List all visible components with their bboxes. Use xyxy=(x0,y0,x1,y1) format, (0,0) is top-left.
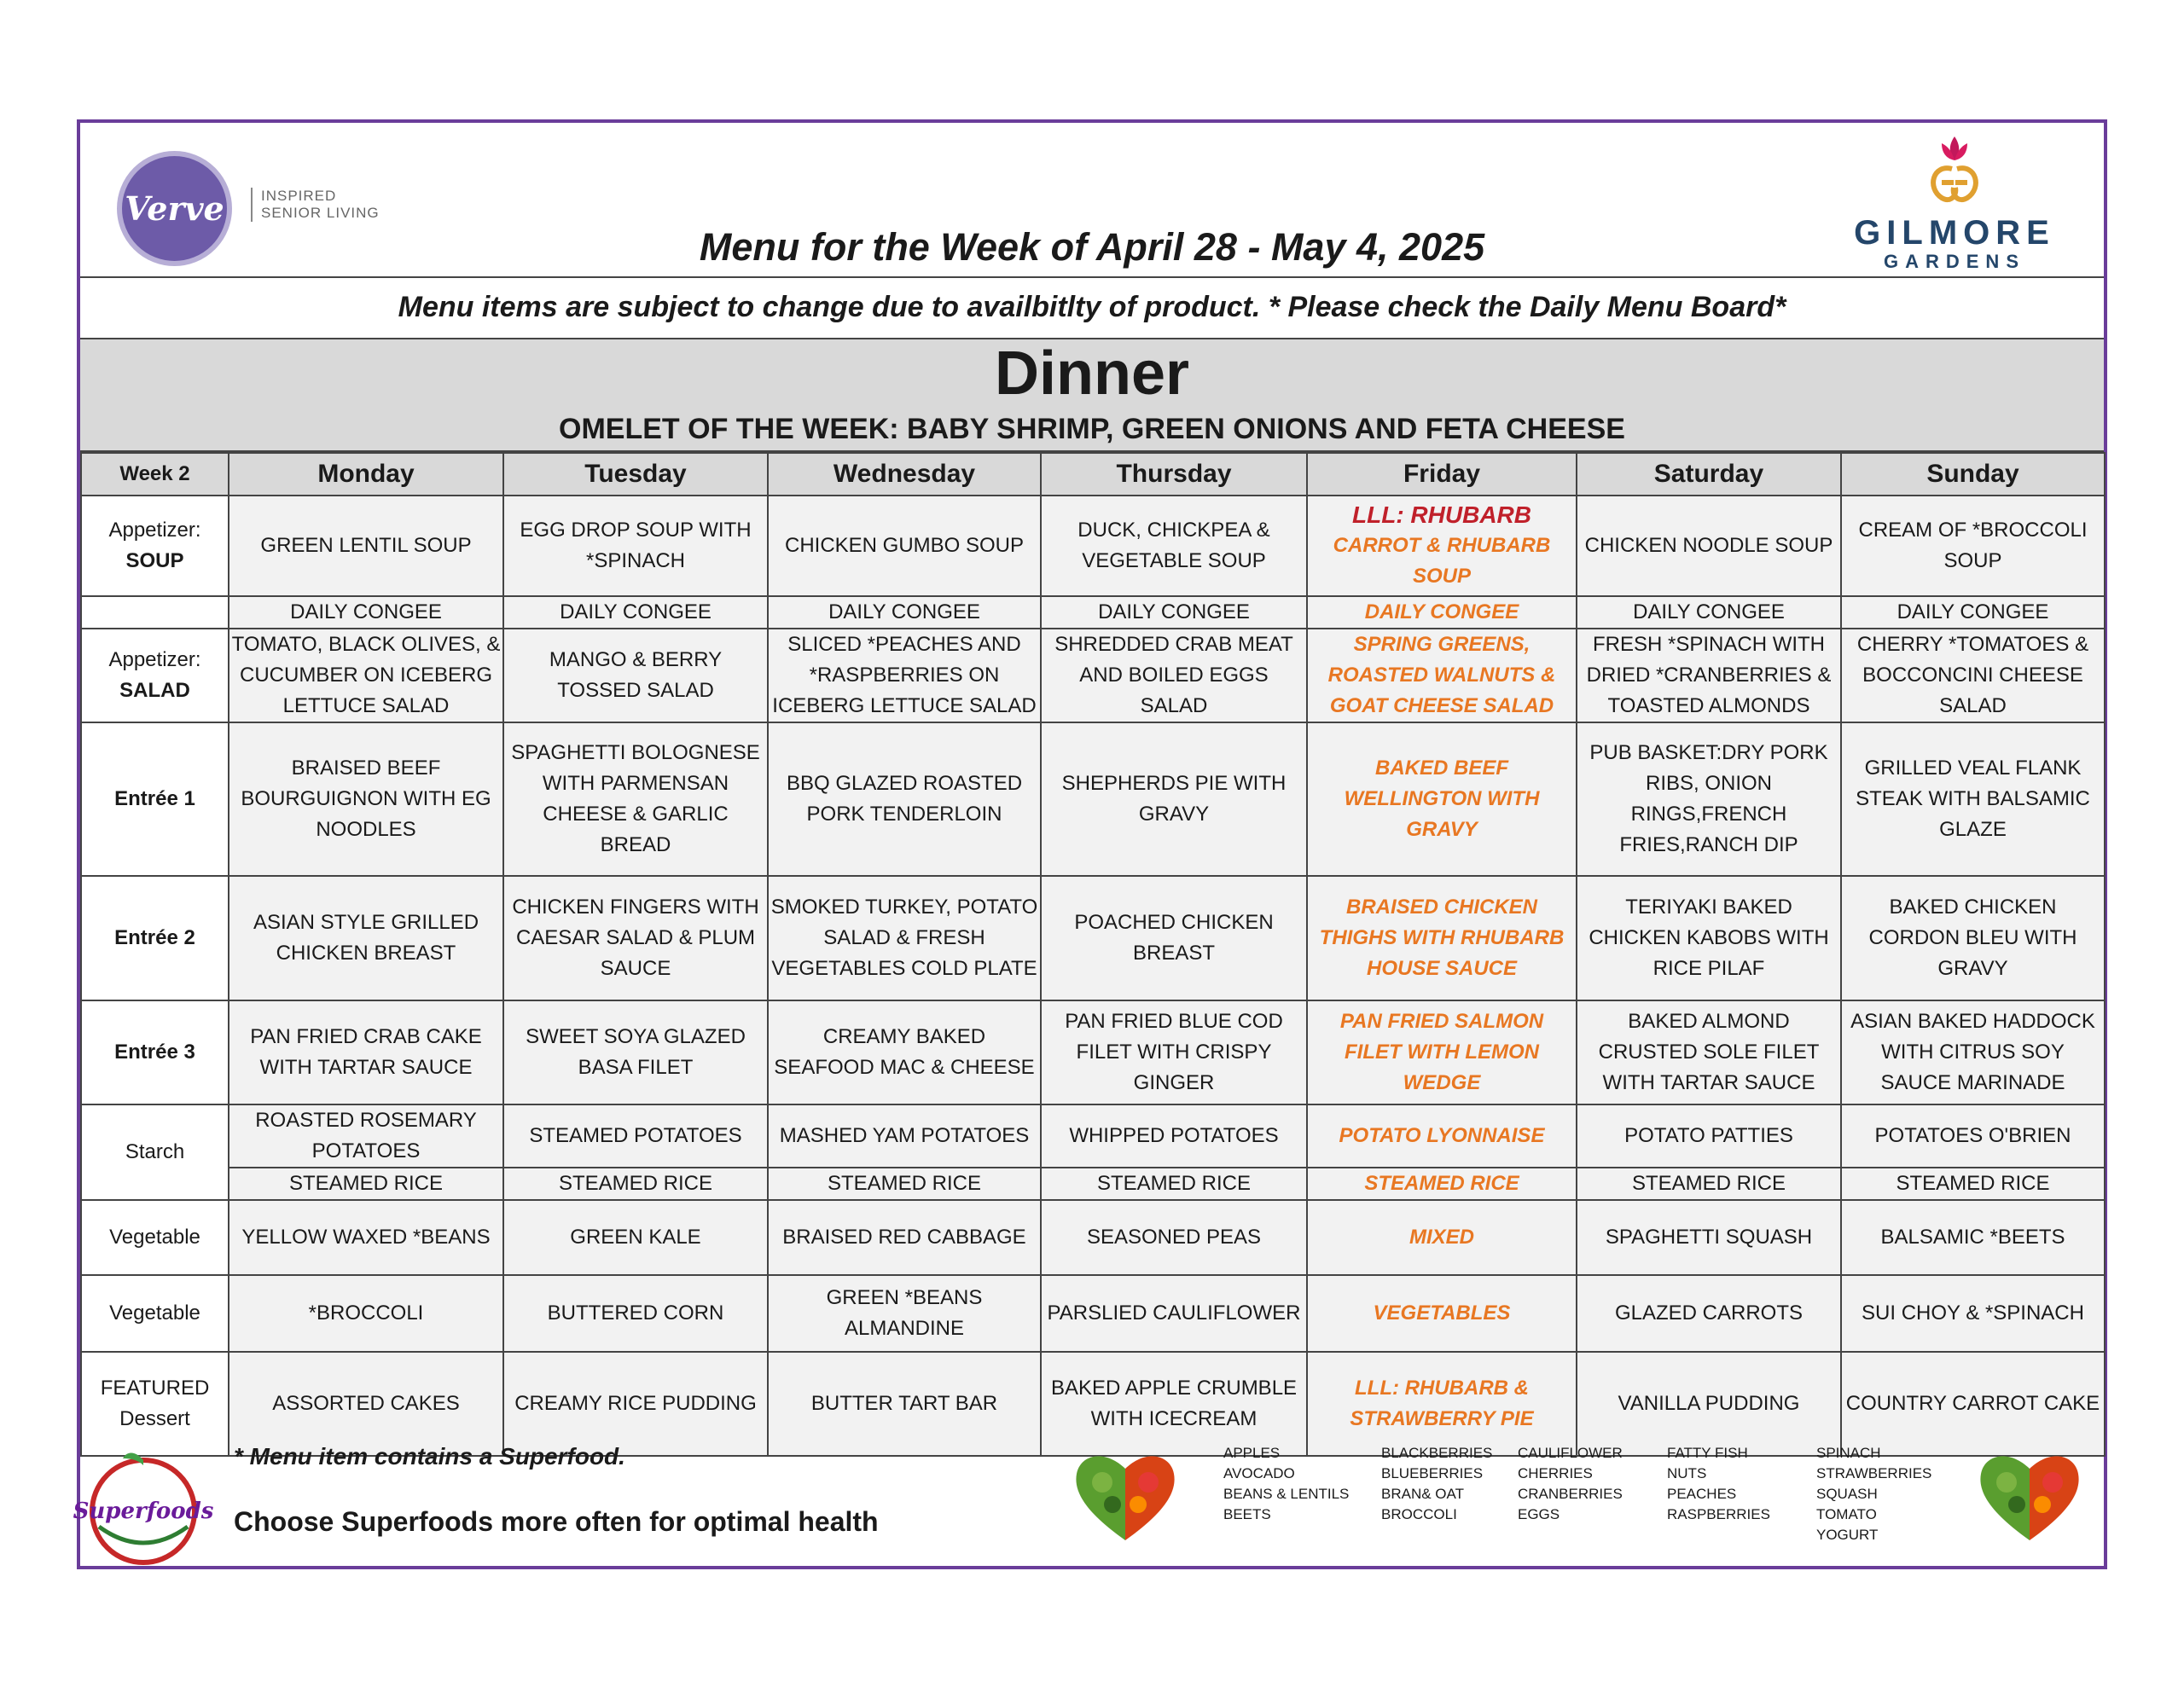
list-item: SQUASH xyxy=(1816,1486,1878,1502)
tagline-line1: INSPIRED xyxy=(261,188,337,204)
superfoods-list-col4 xyxy=(1667,1443,1770,1525)
heart-produce-icon xyxy=(1974,1445,2085,1547)
menu-cell: GRILLED VEAL FLANK STEAK WITH BALSAMIC GLAZE xyxy=(1841,722,2105,876)
menu-cell: STEAMED RICE xyxy=(1577,1168,1841,1200)
menu-cell: TERIYAKI BAKED CHICKEN KABOBS WITH RICE PILAF xyxy=(1577,876,1841,1000)
menu-cell: SPAGHETTI BOLOGNESE WITH PARMENSAN CHEESE & GARLIC BREAD xyxy=(503,722,768,876)
table-header-row xyxy=(81,453,2105,496)
menu-cell: CREAMY RICE PUDDING xyxy=(503,1352,768,1456)
list-item: CRANBERRIES xyxy=(1518,1486,1623,1502)
superfoods-list-col3 xyxy=(1518,1443,1623,1525)
menu-cell: CHICKEN FINGERS WITH CAESAR SALAD & PLUM SAUCE xyxy=(503,876,768,1000)
menu-cell-friday: MIXED xyxy=(1307,1200,1577,1275)
label-line: Appetizer: xyxy=(108,519,201,542)
menu-cell: STEAMED RICE xyxy=(768,1168,1041,1200)
menu-cell: COUNTRY CARROT CAKE xyxy=(1841,1352,2105,1456)
lotus-monogram-icon xyxy=(1908,130,2001,215)
menu-cell: BALSAMIC *BEETS xyxy=(1841,1200,2105,1275)
menu-cell: CHICKEN NOODLE SOUP xyxy=(1577,496,1841,596)
menu-cell: CHERRY *TOMATOES & BOCCONCINI CHEESE SALAD xyxy=(1841,629,2105,722)
menu-cell: GREEN KALE xyxy=(503,1200,768,1275)
list-item: SPINACH xyxy=(1816,1445,1881,1461)
rice-row xyxy=(81,1168,2105,1200)
superfoods-list-col1 xyxy=(1223,1443,1349,1525)
menu-cell-friday: BRAISED CHICKEN THIGHS WITH RHUBARB HOUSE SAUCE xyxy=(1307,876,1577,1000)
menu-cell-friday xyxy=(1307,496,1577,596)
menu-cell: STEAMED RICE xyxy=(1841,1168,2105,1200)
day-header: Sunday xyxy=(1841,453,2105,496)
menu-cell: SLICED *PEACHES AND *RASPBERRIES ON ICEBERG LETTUCE SALAD xyxy=(768,629,1041,722)
menu-cell: ASIAN STYLE GRILLED CHICKEN BREAST xyxy=(229,876,503,1000)
menu-cell: SPAGHETTI SQUASH xyxy=(1577,1200,1841,1275)
entree2-row xyxy=(81,876,2105,1000)
row-label-blank xyxy=(81,596,229,629)
menu-cell: DAILY CONGEE xyxy=(768,596,1041,629)
menu-cell: DAILY CONGEE xyxy=(1841,596,2105,629)
list-item: NUTS xyxy=(1667,1465,1707,1481)
day-header: Monday xyxy=(229,453,503,496)
menu-cell: POTATO PATTIES xyxy=(1577,1104,1841,1168)
friday-soup: CARROT & RHUBARB SOUP xyxy=(1333,534,1551,588)
entree1-row xyxy=(81,722,2105,876)
menu-cell: BUTTER TART BAR xyxy=(768,1352,1041,1456)
menu-cell: SUI CHOY & *SPINACH xyxy=(1841,1275,2105,1352)
heart-produce-icon xyxy=(1070,1445,1181,1547)
menu-cell: PUB BASKET:DRY PORK RIBS, ONION RINGS,FRENCH FRIES,RANCH DIP xyxy=(1577,722,1841,876)
menu-cell: STEAMED RICE xyxy=(229,1168,503,1200)
menu-cell: PARSLIED CAULIFLOWER xyxy=(1041,1275,1307,1352)
label-line: Appetizer: xyxy=(108,648,201,671)
menu-cell: STEAMED RICE xyxy=(1041,1168,1307,1200)
list-item: CAULIFLOWER xyxy=(1518,1445,1623,1461)
label-line: SALAD xyxy=(119,679,190,702)
menu-cell: MANGO & BERRY TOSSED SALAD xyxy=(503,629,768,722)
menu-cell: DAILY CONGEE xyxy=(229,596,503,629)
menu-cell: FRESH *SPINACH WITH DRIED *CRANBERRIES & TOASTED ALMONDS xyxy=(1577,629,1841,722)
menu-cell-friday: BAKED BEEF WELLINGTON WITH GRAVY xyxy=(1307,722,1577,876)
row-label-salad xyxy=(81,629,229,722)
list-item: TOMATO xyxy=(1816,1506,1877,1522)
list-item: FATTY FISH xyxy=(1667,1445,1748,1461)
menu-cell: BAKED ALMOND CRUSTED SOLE FILET WITH TARTAR SAUCE xyxy=(1577,1000,1841,1104)
menu-cell: SMOKED TURKEY, POTATO SALAD & FRESH VEGETABLES COLD PLATE xyxy=(768,876,1041,1000)
row-label-entree2: Entrée 2 xyxy=(81,876,229,1000)
menu-cell: DAILY CONGEE xyxy=(503,596,768,629)
list-item: APPLES xyxy=(1223,1445,1281,1461)
list-item: PEACHES xyxy=(1667,1486,1737,1502)
label-line: Dessert xyxy=(119,1407,190,1430)
menu-cell: ASSORTED CAKES xyxy=(229,1352,503,1456)
vegetable1-row xyxy=(81,1200,2105,1275)
week-label: Week 2 xyxy=(81,453,229,496)
page-title: Menu for the Week of April 28 - May 4, 2025 xyxy=(699,225,1485,269)
menu-cell-friday: SPRING GREENS, ROASTED WALNUTS & GOAT CHEESE SALAD xyxy=(1307,629,1577,722)
menu-cell-friday: PAN FRIED SALMON FILET WITH LEMON WEDGE xyxy=(1307,1000,1577,1104)
menu-cell-friday: LLL: RHUBARB & STRAWBERRY PIE xyxy=(1307,1352,1577,1456)
row-label-starch: Starch xyxy=(81,1104,229,1200)
menu-cell: CREAMY BAKED SEAFOOD MAC & CHEESE xyxy=(768,1000,1041,1104)
menu-cell: ROASTED ROSEMARY POTATOES xyxy=(229,1104,503,1168)
menu-cell: BRAISED BEEF BOURGUIGNON WITH EG NOODLES xyxy=(229,722,503,876)
menu-cell: PAN FRIED CRAB CAKE WITH TARTAR SAUCE xyxy=(229,1000,503,1104)
list-item: AVOCADO xyxy=(1223,1465,1295,1481)
menu-cell: POACHED CHICKEN BREAST xyxy=(1041,876,1307,1000)
menu-cell: SHEPHERDS PIE WITH GRAVY xyxy=(1041,722,1307,876)
menu-cell: VANILLA PUDDING xyxy=(1577,1352,1841,1456)
menu-cell: BBQ GLAZED ROASTED PORK TENDERLOIN xyxy=(768,722,1041,876)
menu-cell: PAN FRIED BLUE COD FILET WITH CRISPY GINGER xyxy=(1041,1000,1307,1104)
menu-cell: SHREDDED CRAB MEAT AND BOILED EGGS SALAD xyxy=(1041,629,1307,722)
menu-cell: STEAMED RICE xyxy=(503,1168,768,1200)
list-item: RASPBERRIES xyxy=(1667,1506,1770,1522)
row-label-entree3: Entrée 3 xyxy=(81,1000,229,1104)
verve-logo-text: Verve xyxy=(125,189,224,228)
soup-row xyxy=(81,496,2105,596)
meal-heading: Dinner xyxy=(80,338,2104,409)
menu-cell-friday: STEAMED RICE xyxy=(1307,1168,1577,1200)
menu-cell: MASHED YAM POTATOES xyxy=(768,1104,1041,1168)
menu-cell: BAKED APPLE CRUMBLE WITH ICECREAM xyxy=(1041,1352,1307,1456)
row-label-entree1: Entrée 1 xyxy=(81,722,229,876)
list-item: BRAN& OAT xyxy=(1381,1486,1464,1502)
menu-cell-friday: DAILY CONGEE xyxy=(1307,596,1577,629)
entree3-row xyxy=(81,1000,2105,1104)
menu-cell: CHICKEN GUMBO SOUP xyxy=(768,496,1041,596)
menu-table xyxy=(80,452,2106,1457)
lll-tag: LLL: RHUBARB xyxy=(1352,501,1531,528)
menu-cell: STEAMED POTATOES xyxy=(503,1104,768,1168)
gilmore-name: GILMORE xyxy=(1854,214,2055,252)
omelet-of-the-week: OMELET OF THE WEEK: BABY SHRIMP, GREEN ONIONS AND FETA CHEESE xyxy=(80,408,2104,452)
superfoods-list-col5 xyxy=(1816,1443,1931,1545)
menu-cell: DAILY CONGEE xyxy=(1577,596,1841,629)
list-item: BROCCOLI xyxy=(1381,1506,1457,1522)
superfoods-logo-text: Superfoods xyxy=(73,1499,214,1524)
list-item: STRAWBERRIES xyxy=(1816,1465,1932,1481)
vegetable2-row xyxy=(81,1275,2105,1352)
list-item: YOGURT xyxy=(1816,1527,1879,1543)
superfoods-footer xyxy=(73,1438,2104,1566)
menu-disclaimer: Menu items are subject to change due to availbitlty of product. * Please check the Daily Menu Board* xyxy=(80,276,2104,338)
list-item: BLACKBERRIES xyxy=(1381,1445,1493,1461)
gardens-name: GARDENS xyxy=(1883,251,2025,272)
menu-cell: WHIPPED POTATOES xyxy=(1041,1104,1307,1168)
menu-cell: EGG DROP SOUP WITH *SPINACH xyxy=(503,496,768,596)
list-item: BEANS & LENTILS xyxy=(1223,1486,1350,1502)
menu-cell: BAKED CHICKEN CORDON BLEU WITH GRAVY xyxy=(1841,876,2105,1000)
day-header: Wednesday xyxy=(768,453,1041,496)
label-line: FEATURED xyxy=(100,1377,210,1400)
menu-frame xyxy=(73,119,2107,1569)
list-item: CHERRIES xyxy=(1518,1465,1593,1481)
list-item: EGGS xyxy=(1518,1506,1560,1522)
label-line: SOUP xyxy=(125,549,184,572)
menu-cell: TOMATO, BLACK OLIVES, & CUCUMBER ON ICEBERG LETTUCE SALAD xyxy=(229,629,503,722)
superfoods-list-col2 xyxy=(1381,1443,1492,1525)
menu-cell: YELLOW WAXED *BEANS xyxy=(229,1200,503,1275)
row-label-vegetable: Vegetable xyxy=(81,1200,229,1275)
menu-cell: GREEN LENTIL SOUP xyxy=(229,496,503,596)
menu-cell: *BROCCOLI xyxy=(229,1275,503,1352)
row-label-soup xyxy=(81,496,229,596)
superfood-note: * Menu item contains a Superfood. xyxy=(234,1443,625,1470)
day-header: Thursday xyxy=(1041,453,1307,496)
row-label-vegetable: Vegetable xyxy=(81,1275,229,1352)
menu-cell: SWEET SOYA GLAZED BASA FILET xyxy=(503,1000,768,1104)
menu-cell: SEASONED PEAS xyxy=(1041,1200,1307,1275)
menu-cell: ASIAN BAKED HADDOCK WITH CITRUS SOY SAUCE MARINADE xyxy=(1841,1000,2105,1104)
day-header: Saturday xyxy=(1577,453,1841,496)
day-header: Friday xyxy=(1307,453,1577,496)
salad-row xyxy=(81,629,2105,722)
menu-cell-friday: POTATO LYONNAISE xyxy=(1307,1104,1577,1168)
menu-cell: POTATOES O'BRIEN xyxy=(1841,1104,2105,1168)
day-header: Tuesday xyxy=(503,453,768,496)
menu-cell: GLAZED CARROTS xyxy=(1577,1275,1841,1352)
menu-cell: CREAM OF *BROCCOLI SOUP xyxy=(1841,496,2105,596)
congee-row xyxy=(81,596,2105,629)
starch-row xyxy=(81,1104,2105,1168)
menu-cell: BRAISED RED CABBAGE xyxy=(768,1200,1041,1275)
superfoods-logo-icon xyxy=(73,1448,214,1568)
tagline-line2: SENIOR LIVING xyxy=(261,205,380,221)
menu-cell-friday: VEGETABLES xyxy=(1307,1275,1577,1352)
list-item: BLUEBERRIES xyxy=(1381,1465,1484,1481)
superfood-tagline: Choose Superfoods more often for optimal health xyxy=(234,1506,879,1537)
list-item: BEETS xyxy=(1223,1506,1271,1522)
menu-cell: BUTTERED CORN xyxy=(503,1275,768,1352)
menu-cell: DAILY CONGEE xyxy=(1041,596,1307,629)
verve-tagline xyxy=(251,188,380,222)
menu-cell: DUCK, CHICKPEA & VEGETABLE SOUP xyxy=(1041,496,1307,596)
menu-cell: GREEN *BEANS ALMANDINE xyxy=(768,1275,1041,1352)
